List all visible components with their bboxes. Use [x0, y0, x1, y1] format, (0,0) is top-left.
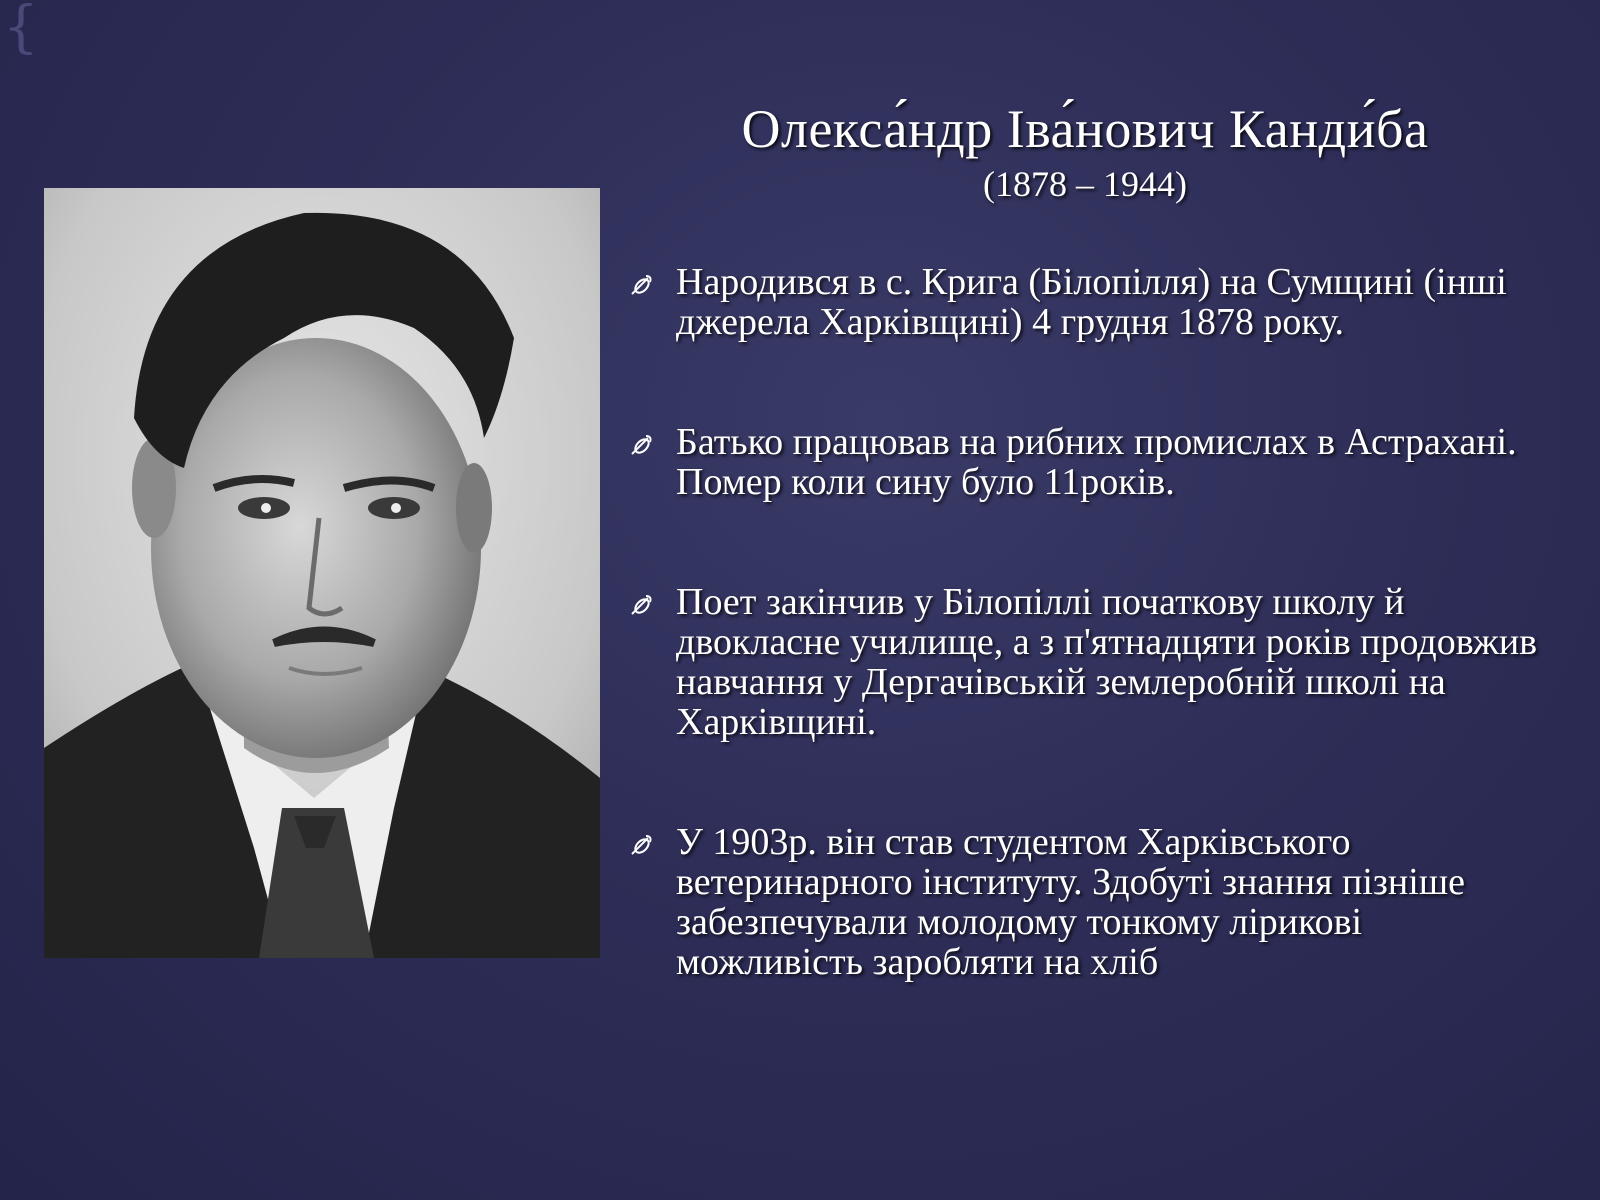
list-item: [620, 262, 1540, 342]
slide-title: [620, 96, 1550, 206]
person-name: Олекса́ндр Іва́нович Канди́ба: [741, 99, 1429, 159]
leaf-bullet-icon: [628, 832, 654, 858]
list-item: [620, 822, 1540, 982]
life-years: (1878 – 1944): [983, 164, 1187, 204]
bullet-text: Народився в с. Крига (Білопілля) на Сумщині (інші джерела Харківщині) 4 грудня 1878 року.: [676, 261, 1507, 343]
list-item: [620, 422, 1540, 502]
corner-brace-decoration: {: [3, 0, 39, 60]
list-item: [620, 582, 1540, 742]
leaf-bullet-icon: [628, 432, 654, 458]
portrait-photo: [44, 188, 600, 958]
leaf-bullet-icon: [628, 272, 654, 298]
bullet-text: У 1903р. він став студентом Харківського ветеринарного інституту. Здобуті знання пізніше забезпечували молодому тонкому лірикові можливість заробляти на хліб: [676, 821, 1465, 983]
biography-list: [620, 262, 1540, 1062]
bullet-text: Батько працював на рибних промислах в Астрахані. Помер коли сину було 11років.: [676, 421, 1517, 503]
bullet-text: Поет закінчив у Білопіллі початкову школу й двокласне училище, а з п'ятнадцяти років продовжив навчання у Дергачівській землеробній школі на Харківщині.: [676, 581, 1538, 743]
leaf-bullet-icon: [628, 592, 654, 618]
